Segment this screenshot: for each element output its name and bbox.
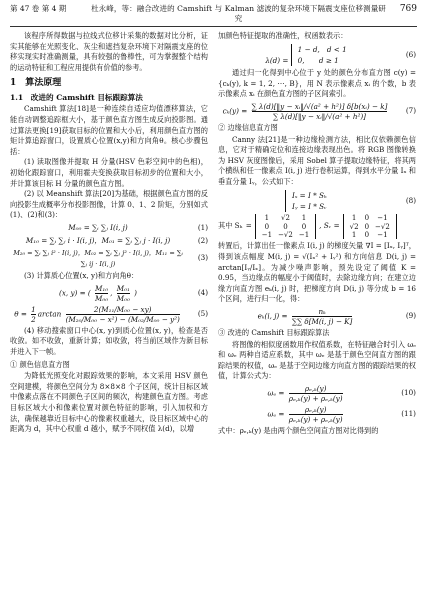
equation-body: Iₓ = I * Sₕ Iᵧ = I * Sᵥ bbox=[218, 190, 394, 213]
paragraph: (1) 读取图像并提取 H 分量(HSV 色彩空间中的色相)，初始化跟踪窗口，利用霍夫变换获取目标初步的位置和大小，并计算该目标 H 分量的颜色直方图。 bbox=[10, 157, 208, 188]
sobel-kernels: 其中 Sₕ = 1 √2 1 0 0 0 −1 −√2 −1 , Sᵥ = 1 0 −1 √2 0 −√2 1 0 −1 bbox=[218, 214, 416, 239]
equation-number: (8) bbox=[405, 195, 416, 205]
paragraph: (3) 计算质心位置(x, y)和方向角θ： bbox=[24, 271, 139, 281]
equation-number: (9) bbox=[405, 311, 416, 321]
subsection-heading: 1.1 改进的 Camshift 目标跟踪算法 bbox=[10, 93, 143, 103]
equation-body: ωₑ = $\frac{\text{ρₑ,ₖ(y)}}{\text{ρₑ,ₖ(y) + ρₑ,ₖ(y)}}$ bbox=[267, 404, 343, 424]
equation-number: (6) bbox=[405, 49, 416, 59]
equation-body: λ(d) = 1 − d, d < 1 0, d ≥ 1 bbox=[265, 44, 347, 65]
subheading: ② 边缘信息直方图 bbox=[218, 122, 278, 132]
equation-body: M₀₀ = ∑ᵢ ∑ⱼ I(i, j) bbox=[68, 222, 128, 232]
equation bbox=[218, 44, 416, 67]
running-header bbox=[10, 4, 417, 27]
equation-body: cₖ(y) = $\frac{\text{∑ λ(d)[‖y − xᵢ‖/√(a² + h²)] δ[b(xᵢ) − k]}}{\text{∑ λ(d)[‖y − xᵢ‖/√(a² + h²)]}}$ bbox=[222, 101, 388, 121]
equation-body: ωₑ = $\frac{\text{ρₑ,ₖ(y)}}{\text{ρₑ,ₖ(y) + ρₑ,ₖ(y)}}$ bbox=[267, 383, 343, 403]
equation-number: (4) bbox=[197, 288, 208, 298]
two-column-body bbox=[10, 31, 417, 436]
equation-number: (10) bbox=[401, 388, 416, 398]
equation-number: (11) bbox=[401, 409, 416, 419]
equation bbox=[10, 284, 208, 303]
equation bbox=[10, 305, 208, 324]
paragraph: Canny 法[21]是一种边缘检测方法，相比仅依赖颜色信息，它对于精确定位和连接边缘表现出色。将 RGB 图像转换为 HSV 灰度图像后，采用 Sobel 算子提取边缘特征，将其两个横纵和任一像素点 I(i, j) 进行卷积运算，得到水平分量 Iₓ 和垂直分量 Iᵧ，公式如下： bbox=[218, 134, 416, 186]
equation-number: (2) bbox=[197, 235, 208, 245]
paragraph: Camshift 算法[18]是一种连续自适应均值漂移算法，它能自动调整追踪框大小，基于颜色直方图生成反向投影图。通过算法更换[19]获取目标的位置和大小后，利用颜色直方图的矩计算追踪窗口，设置质心位置(x,y)和方向角θ。核心步骤包括： bbox=[10, 104, 208, 156]
equation bbox=[218, 102, 416, 121]
paragraph: (4) 移动搜索窗口中心(x, y)到质心位置(x, y)，检查是否收敛。如不收敛，重新计算；如收敛，将当前区域作为新目标并进入下一帧。 bbox=[10, 325, 208, 357]
equation bbox=[10, 236, 208, 247]
subheading: ③ 改进的 Camshift 目标跟踪算法 bbox=[218, 327, 330, 337]
equation bbox=[10, 248, 208, 269]
paragraph: 将图像的相似度函数用作权值系数，在特征融合时引入 ωₑ 和 ωₑ 两种自适应系数，其中 ωₑ 是基于颜色空间直方图的跟踪结果的权值，ωₑ 是基于空间边缘方向直方图的跟踪结果的权值，计算公式为： bbox=[218, 339, 416, 381]
equation bbox=[218, 405, 416, 424]
equation-body: M₁₀ = ∑ᵢ ∑ⱼ i · I(i, j)，M₀₁ = ∑ᵢ ∑ⱼ j · I(i, j) bbox=[25, 235, 171, 245]
sobel-horizontal-matrix: 1 √2 1 0 0 0 −1 −√2 −1 bbox=[255, 214, 316, 239]
paragraph: 加颜色特征提取的准确性，权函数表示： bbox=[218, 31, 348, 40]
paragraph: 式中：ρₑ,ₖ(y) 是由两个颜色空间直方图对比得到的 bbox=[218, 425, 379, 435]
sobel-vertical-matrix: 1 0 −1 √2 0 −√2 1 0 −1 bbox=[343, 214, 397, 239]
equation-body: eₖ(i, j) = $\frac{\text{nₖ}}{\sum\sum \delta[M(i, j) - K]}$ bbox=[257, 306, 353, 326]
equation bbox=[218, 307, 416, 326]
section-heading: 1 算法原理 bbox=[10, 78, 62, 89]
article-running-title: 杜永峰，等：融合改进的 Camshift 与 Kalman 滤波的复杂环境下隔震支座位移测量研究 bbox=[91, 4, 386, 23]
page-number: 769 bbox=[399, 4, 417, 14]
equation bbox=[10, 223, 208, 234]
equation-number: (7) bbox=[405, 106, 416, 116]
paragraph: (2) 以 Meanshift 算法[20]为基础，根据颜色直方图的反向投影生成概率分布投影图像，计算 0、1、2 阶矩，分别如式(1)、(2)和(3)： bbox=[10, 189, 208, 220]
equation-body: θ = $\frac{1}{2}$ arctan $\frac{\text{2(M₁₁/M₀₀ − xy)}}{\text{(M₂₀/M₀₀ − x²) − (M₀₂/M₀₀ − y²)}}$ bbox=[14, 304, 180, 324]
equation-body: (x, y) = ( $\frac{\text{M₁₀}}{\text{M₀₀}}$ , $\frac{\text{M₀₁}}{\text{M₀₀}}$ ) bbox=[59, 283, 137, 303]
equation-number: (5) bbox=[197, 309, 208, 319]
subheading: ① 颜色信息直方图 bbox=[10, 359, 70, 369]
equation bbox=[218, 190, 416, 213]
paragraph: 通过归一化得到中心位于 y 处的颜色分布直方图 c(y) = {cₖ(y), k = 1, 2, ⋯, B}，用 N 表示像素点 xᵢ 的个数，b 表示像素点 xᵢ 在颜色直方图的子区间索引。 bbox=[218, 68, 416, 99]
journal-volume: 第 47 卷 第 4 期 bbox=[10, 4, 67, 13]
equation-body: M₂₀ = ∑ᵢ ∑ⱼ i² · I(i, j)，M₀₂ = ∑ᵢ ∑ⱼ j² · I(i, j)，M₁₁ = ∑ᵢ ∑ⱼ ij · I(i, j) bbox=[13, 249, 183, 268]
equation-number: (1) bbox=[197, 222, 208, 232]
paragraph: 该程序所得数据与拉线式位移计采集的数据对比分析，证实其能够在光照变化、灰尘和遮挡复杂环境下对隔震支座的位移实现实时准确测量，具有较强的鲁棒性，可为掌握整个结构的运动特征和工程应用提供有价值的参考。 bbox=[10, 31, 208, 72]
equation-number: (3) bbox=[197, 253, 208, 263]
paragraph: 为降低光照变化对跟踪效果的影响，本文采用 HSV 颜色空间建模，将颜色空间分为 8×8×8 个子区间，统计目标区域中像素点落在不同颜色子区间的频次，构建颜色直方图。考虑目标区域大小和像素位置对颜色特征的影响，引入加权和方法，确保越靠近目标中心的像素权重越大，设目标区域中心的距离为 d，其中心权重 d 越小，赋予不同权值 λ(d)，以增 bbox=[10, 371, 208, 434]
left-column bbox=[10, 31, 208, 436]
paragraph: 转置后，计算出任一像素点 I(i, j) 的梯度矢量 ∇I = [Iₓ, Iᵧ]ᵀ，得到该点幅度 M(i, j) = √(Iₓ² + Iᵧ²) 和方向信息 D(i, j) = arctan[Iᵧ/Iₓ]。为减少噪声影响，预先设定了阈值 K = 0.95，当边缘点的幅度小于阈值时，去除边缘方向；在建立边缘方向直方图 eₖ(i, j) 时，把梯度方向 D(i, j) 等分成 b = 16 个区间，进行归一化，得： bbox=[218, 241, 416, 304]
sobel-lead: 其中 Sₕ bbox=[218, 221, 243, 231]
right-column bbox=[218, 31, 416, 436]
equation bbox=[218, 384, 416, 403]
